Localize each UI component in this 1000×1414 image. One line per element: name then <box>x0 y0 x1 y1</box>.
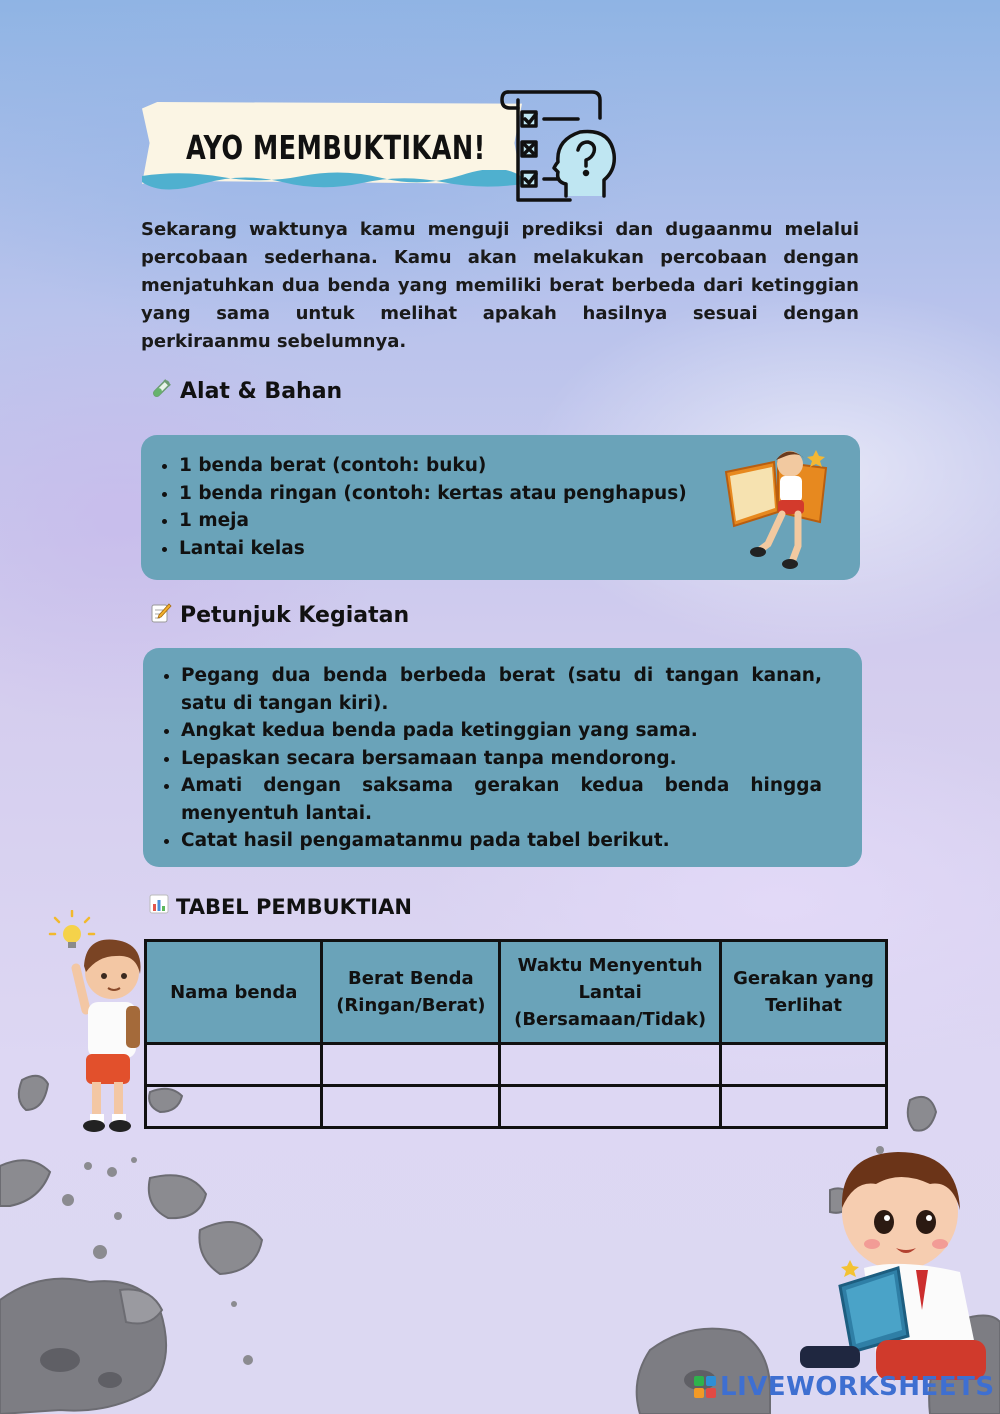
table-heading-label: TABEL PEMBUKTIAN <box>176 894 412 919</box>
table-header-row <box>146 941 887 1044</box>
liveworksheets-watermark <box>694 1372 995 1402</box>
list-item: • 1 benda berat (contoh: buku) <box>179 452 860 480</box>
column-header: Nama benda <box>146 941 322 1044</box>
list-item: • Angkat kedua benda pada ketinggian yang sama. <box>181 717 822 745</box>
liveworksheets-logo-icon <box>694 1376 716 1398</box>
column-header: Berat Benda (Ringan/Berat) <box>322 941 500 1044</box>
boy-with-book-illustration <box>716 442 846 574</box>
bar-chart-icon <box>148 894 170 919</box>
boy-reading-illustration <box>780 1140 1000 1380</box>
instructions-list <box>143 648 862 855</box>
table-heading <box>148 894 412 919</box>
list-item: • Amati dengan saksama gerakan kedua benda hingga menyentuh lantai. <box>181 772 822 827</box>
list-item: • Pegang dua benda berbeda berat (satu di tangan kanan, satu di tangan kiri). <box>181 662 822 717</box>
test-tube-icon <box>148 378 174 405</box>
materials-heading-label: Alat & Bahan <box>180 379 343 404</box>
memo-icon <box>148 602 174 629</box>
page-title: AYO MEMBUKTIKAN! <box>186 128 486 167</box>
column-header: Gerakan yang Terlihat <box>721 941 887 1044</box>
list-item: • Lepaskan secara bersamaan tanpa mendorong. <box>181 745 822 773</box>
intro-paragraph: Sekarang waktunya kamu menguji prediksi dan dugaanmu melalui percobaan sederhana. Kamu akan melakukan percobaan dengan menjatuhkan dua benda yang memiliki berat berbeda dari ketinggian yang sama untuk melihat apakah hasilnya sesuai dengan perkiraanmu sebelumnya. <box>141 219 859 352</box>
list-item: • Lantai kelas <box>179 535 860 563</box>
instructions-heading <box>148 602 409 629</box>
checklist-thinking-icon <box>500 88 620 206</box>
instructions-panel <box>143 648 862 867</box>
list-item: • Catat hasil pengamatanmu pada tabel berikut. <box>181 827 822 855</box>
materials-heading <box>148 378 342 405</box>
list-item: • 1 benda ringan (contoh: kertas atau penghapus) <box>179 480 860 508</box>
watermark-text: LIVEWORKSHEETS <box>720 1372 995 1402</box>
banner-wave-decoration <box>142 170 522 190</box>
list-item: • 1 meja <box>179 507 860 535</box>
column-header: Waktu Menyentuh Lantai (Bersamaan/Tidak) <box>500 941 721 1044</box>
instructions-heading-label: Petunjuk Kegiatan <box>180 603 410 628</box>
